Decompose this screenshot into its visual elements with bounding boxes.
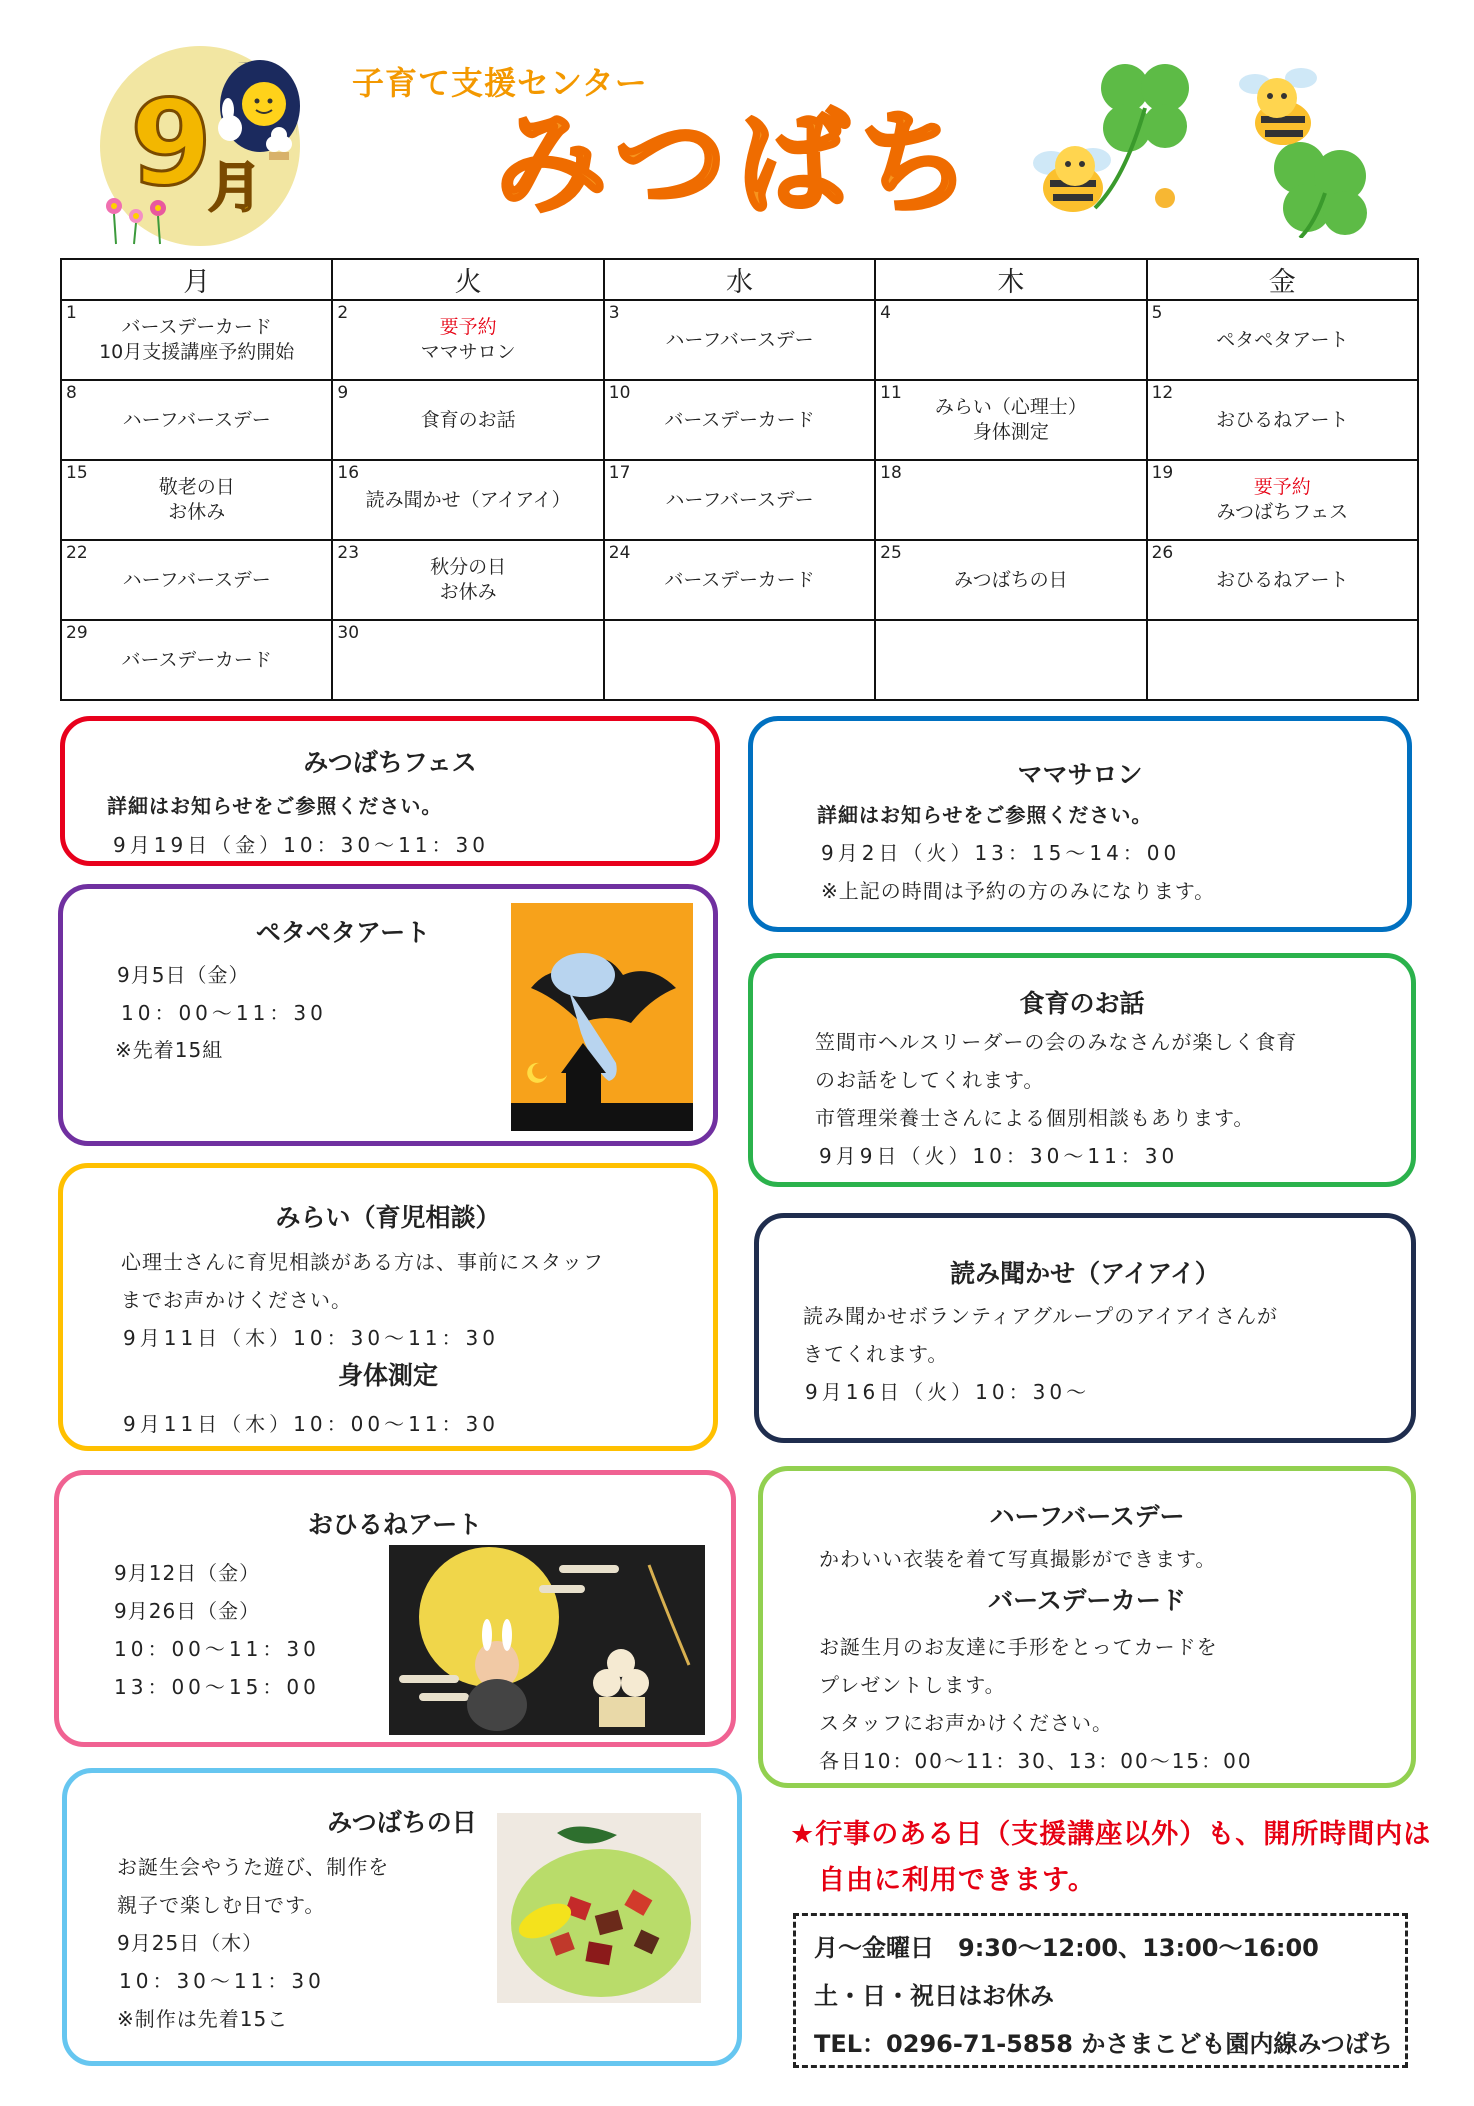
mitsubachi-line1: お誕生会やうた遊び、制作を [117, 1855, 390, 1879]
bee-icon-2 [1239, 68, 1317, 145]
weekday-header: 月 [61, 259, 332, 300]
day-events [62, 381, 331, 459]
apple-craft-photo [497, 1813, 701, 2003]
day-number: 4 [880, 303, 891, 323]
month-number: 9 [130, 74, 213, 212]
event-label: バースデーカード [664, 408, 815, 431]
hours-closed: 土・日・祝日はお休み [814, 1982, 1054, 2010]
peta-time: 10：00〜11：30 [121, 1001, 327, 1025]
fes-box [60, 716, 720, 866]
shokuiku-box [748, 953, 1416, 1187]
calendar-day-cell [875, 460, 1146, 540]
mitsubachi-time: 10：30〜11：30 [119, 1969, 325, 1993]
ohirune-title: おひるねアート [307, 1510, 483, 1539]
day-number: 18 [880, 463, 902, 483]
day-events [333, 541, 602, 619]
day-events [333, 621, 602, 699]
peta-title: ペタペタアート [255, 918, 431, 947]
day-number: 30 [337, 623, 360, 643]
mitsubachi-line2: 親子で楽しむ日です。 [117, 1893, 326, 1917]
ohirune-time1: 10：00〜11：30 [114, 1637, 320, 1661]
weekday-header: 金 [1147, 259, 1418, 300]
peta-note: ※先着15組 [115, 1038, 224, 1062]
day-number: 5 [1151, 303, 1163, 323]
shokuiku-line3: 市管理栄養士さんによる個別相談もあります。 [815, 1106, 1255, 1130]
peta-date: 9月5日（金） [117, 963, 250, 987]
yomi-date: 9月16日（火）10：30〜 [805, 1380, 1091, 1404]
fes-title: みつばちフェス [303, 748, 477, 777]
mitsubachi-note: ※制作は先着15こ [117, 2007, 289, 2031]
event-label: 秋分の日 [430, 556, 507, 578]
day-events [333, 301, 602, 379]
weekday-header: 水 [604, 259, 875, 300]
month-badge-art [88, 44, 308, 249]
birthday-card-title: バースデーカード [988, 1586, 1186, 1615]
calendar-week-row [61, 620, 1418, 700]
calendar-day-cell [604, 300, 875, 380]
day-number: 16 [337, 463, 360, 483]
event-label: ハーフバースデー [122, 408, 271, 431]
shokuiku-line1: 笠間市ヘルスリーダーの会のみなさんが楽しく食育 [815, 1030, 1298, 1054]
day-events [1148, 381, 1417, 459]
moon-viewing-photo [389, 1545, 705, 1735]
bee-clover-decoration [1015, 48, 1395, 238]
mitsubachi-title: みつばちの日 [327, 1808, 477, 1837]
day-number: 24 [608, 543, 631, 563]
calendar-day-cell [875, 620, 1146, 700]
ohirune-date1: 9月12日（金） [114, 1561, 261, 1585]
leaf-icon [557, 1826, 617, 1843]
calendar-day-cell [61, 300, 332, 380]
day-number: 3 [608, 303, 620, 323]
event-label: みつばちの日 [954, 568, 1068, 591]
event-label: バースデーカード [121, 648, 272, 671]
calendar-day-cell [61, 460, 332, 540]
calendar-day-cell [332, 460, 603, 540]
page-title: みつばち [495, 99, 981, 229]
calendar-day-cell [604, 540, 875, 620]
day-number: 22 [66, 543, 88, 563]
day-events [605, 541, 874, 619]
yomi-line2: きてくれます。 [803, 1342, 949, 1366]
footprint-icon [551, 953, 615, 997]
salon-box [748, 716, 1412, 932]
calendar-day-cell [604, 460, 875, 540]
calendar-week-row [61, 300, 1418, 380]
mirai-line1: 心理士さんに育児相談がある方は、事前にスタッフ [121, 1250, 604, 1274]
day-number: 26 [1151, 543, 1174, 563]
day-events [876, 381, 1145, 459]
mitsubachi-date: 9月25日（木） [117, 1931, 264, 1955]
calendar-day-cell [875, 380, 1146, 460]
salon-date: 9月2日（火）13：15〜14：00 [821, 841, 1181, 865]
yomi-box [754, 1213, 1416, 1443]
day-events [1148, 541, 1417, 619]
fes-date: 9月19日（金）10：30〜11：30 [113, 833, 489, 857]
month-badge [88, 44, 308, 249]
clover-icon-2 [1274, 142, 1367, 238]
half-birthday-title: ハーフバースデー [989, 1502, 1185, 1531]
mirai-box [58, 1163, 718, 1451]
calendar-day-cell [1147, 620, 1418, 700]
shokuiku-date: 9月9日（火）10：30〜11：30 [819, 1144, 1179, 1168]
mirai-line2: までお声かけください。 [121, 1288, 352, 1312]
ohirune-time2: 13：00〜15：00 [114, 1675, 320, 1699]
shintai-date: 9月11日（木）10：00〜11：30 [123, 1412, 499, 1436]
calendar-day-cell [1147, 540, 1418, 620]
day-events [605, 381, 874, 459]
calendar-week-row [61, 540, 1418, 620]
day-events [876, 461, 1145, 539]
event-label: 10月支援講座予約開始 [99, 341, 295, 363]
day-events [605, 461, 874, 539]
calendar-day-cell [1147, 460, 1418, 540]
calendar-day-cell [1147, 380, 1418, 460]
notice-line1: ★行事のある日（支援講座以外）も、開所時間内は [790, 1819, 1432, 1850]
calendar-week-row [61, 460, 1418, 540]
event-label: 敬老の日 [158, 476, 235, 498]
reservation-required-note: 要予約 [439, 316, 497, 338]
opening-hours-box [793, 1913, 1408, 2068]
weekday-header: 木 [875, 259, 1146, 300]
calendar-day-cell [332, 540, 603, 620]
ohirune-box [54, 1470, 736, 1747]
day-number: 8 [66, 383, 77, 403]
day-number: 12 [1151, 383, 1174, 403]
shokuiku-title: 食育のお話 [1019, 989, 1145, 1018]
event-label: 身体測定 [972, 421, 1049, 443]
reservation-required-note: 要予約 [1253, 476, 1311, 498]
clover-icon [1095, 64, 1189, 208]
birthday-card-line2: プレゼントします。 [819, 1673, 1006, 1697]
salon-title: ママサロン [1017, 760, 1143, 789]
day-events [62, 621, 331, 699]
mirai-date: 9月11日（木）10：30〜11：30 [123, 1326, 499, 1350]
calendar-week-row [61, 380, 1418, 460]
event-label: みらい（心理士） [934, 396, 1087, 418]
event-label: ハーフバースデー [665, 328, 814, 351]
calendar-day-cell [332, 380, 603, 460]
birthday-card-line3: スタッフにお声かけください。 [819, 1711, 1113, 1735]
event-label: ペタペタアート [1216, 328, 1349, 351]
bat-footprint-photo [511, 903, 693, 1131]
day-number: 2 [337, 303, 349, 323]
half-birthday-line1: かわいい衣装を着て写真撮影ができます。 [819, 1547, 1217, 1571]
day-number: 15 [66, 463, 88, 483]
day-number: 29 [66, 623, 88, 643]
day-number: 25 [880, 543, 902, 563]
day-events [333, 461, 602, 539]
event-label: 食育のお話 [420, 408, 516, 431]
day-events [62, 541, 331, 619]
day-events [1148, 461, 1417, 539]
calendar-day-cell [332, 300, 603, 380]
day-events [62, 301, 331, 379]
event-label: ママサロン [420, 341, 516, 363]
calendar-day-cell [61, 540, 332, 620]
crescent-moon-icon [527, 1063, 547, 1083]
mitsubachi-box [62, 1768, 742, 2066]
day-events [605, 621, 874, 699]
day-events [605, 301, 874, 379]
day-number: 23 [337, 543, 360, 563]
day-number: 10 [608, 383, 631, 403]
day-events [876, 301, 1145, 379]
day-number: 9 [337, 383, 349, 403]
shintai-title: 身体測定 [337, 1361, 438, 1390]
hours-tel: TEL：0296-71-5858 かさまこども園内線みつばち [814, 2030, 1393, 2058]
shokuiku-line2: のお話をしてくれます。 [815, 1068, 1045, 1092]
mirai-title: みらい（育児相談） [275, 1203, 501, 1232]
event-label: ハーフバースデー [665, 488, 814, 511]
day-events [62, 461, 331, 539]
calendar-day-cell [332, 620, 603, 700]
calendar-day-cell [604, 380, 875, 460]
notice-line2: 自由に利用できます。 [818, 1865, 1096, 1896]
weekday-header: 火 [332, 259, 603, 300]
day-events [1148, 301, 1417, 379]
day-number: 19 [1151, 463, 1174, 483]
day-events [876, 621, 1145, 699]
event-label: おひるねアート [1216, 408, 1349, 431]
day-number: 1 [66, 303, 77, 323]
birthday-card-time: 各日10：00〜11：30、13：00〜15：00 [819, 1749, 1253, 1773]
birthday-card-line1: お誕生月のお友達に手形をとってカードを [819, 1635, 1218, 1659]
event-label: おひるねアート [1216, 568, 1349, 591]
event-label: お休み [168, 501, 226, 523]
center-subtitle: 子育て支援センター [352, 64, 648, 102]
day-number: 11 [880, 383, 902, 403]
yomi-line1: 読み聞かせボランティアグループのアイアイさんが [803, 1304, 1278, 1328]
day-events [876, 541, 1145, 619]
peta-box [58, 884, 718, 1146]
yomi-title: 読み聞かせ（アイアイ） [950, 1259, 1220, 1288]
salon-line1: 詳細はお知らせをご参照ください。 [817, 803, 1153, 827]
fes-line1: 詳細はお知らせをご参照ください。 [107, 794, 443, 818]
month-kanji: 月 [208, 156, 262, 219]
calendar-day-cell [875, 540, 1146, 620]
event-label: みつばちフェス [1216, 501, 1349, 523]
day-events [1148, 621, 1417, 699]
birthday-box [758, 1466, 1416, 1788]
day-number: 17 [608, 463, 631, 483]
moon-icon [242, 82, 286, 126]
hours-weekday: 月〜金曜日 9:30〜12:00、13:00〜16:00 [814, 1934, 1319, 1962]
event-label: 読み聞かせ（アイアイ） [365, 488, 571, 511]
calendar-day-cell [61, 620, 332, 700]
calendar-day-cell [875, 300, 1146, 380]
calendar-day-cell [604, 620, 875, 700]
event-label: お休み [439, 581, 497, 603]
day-events [333, 381, 602, 459]
event-label: ハーフバースデー [122, 568, 271, 591]
ohirune-date2: 9月26日（金） [114, 1599, 261, 1623]
event-calendar [60, 258, 1419, 701]
salon-note: ※上記の時間は予約の方のみになります。 [821, 879, 1216, 903]
event-label: バースデーカード [121, 316, 272, 338]
calendar-day-cell [1147, 300, 1418, 380]
event-label: バースデーカード [664, 568, 815, 591]
calendar-day-cell [61, 380, 332, 460]
